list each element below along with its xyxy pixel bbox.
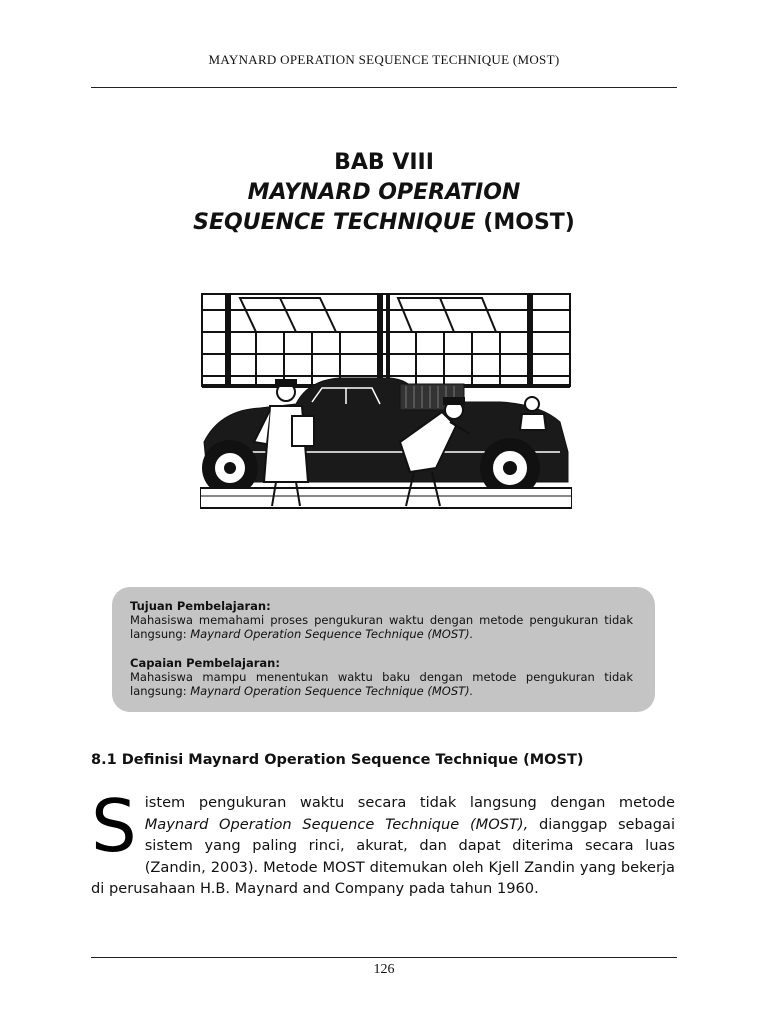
outcome-text-italic: Maynard Operation Sequence Technique (MOST). — [190, 684, 474, 698]
chapter-label: BAB VIII — [334, 150, 434, 175]
section-heading: 8.1 Definisi Maynard Operation Sequence Technique (MOST) — [91, 752, 584, 768]
goal-text — [130, 613, 633, 641]
footer-rule — [91, 957, 677, 958]
learning-objectives-box — [112, 587, 655, 712]
goal-heading: Tujuan Pembelajaran: — [130, 599, 271, 613]
chapter-title-suffix: (MOST) — [475, 210, 575, 235]
goal-text-plain: Mahasiswa memahami proses pengukuran waktu dengan metode pengukuran tidak langsung: — [130, 613, 633, 641]
body-text-part2: dianggap sebagai sistem yang paling rinci, akurat, dan dapat diterima secara luas (Zandin, 2003). Metode MOST ditemukan oleh Kjell Zandin yang bekerja di perusahaan H.B. Maynard and Company pada tahun 1960. — [91, 815, 675, 897]
chapter-title-italic: SEQUENCE TECHNIQUE — [193, 210, 476, 235]
chapter-title — [0, 148, 768, 238]
outcome-heading: Capaian Pembelajaran: — [130, 656, 280, 670]
header-rule — [91, 87, 677, 88]
goal-text-italic: Maynard Operation Sequence Technique (MOST). — [190, 627, 474, 641]
vintage-car-factory-illustration — [200, 292, 572, 510]
outcome-text — [130, 670, 633, 698]
body-text-part1: istem pengukuran waktu secara tidak langsung dengan metode — [144, 794, 675, 811]
section-body — [91, 784, 675, 900]
chapter-title-line2 — [0, 208, 768, 238]
outcome-text-plain: Mahasiswa mampu menentukan waktu baku dengan metode pengukuran tidak langsung: — [130, 670, 633, 698]
drop-cap: S — [91, 784, 137, 868]
body-text-italic: Maynard Operation Sequence Technique (MOST), — [144, 815, 529, 833]
chapter-title-line1: MAYNARD OPERATION — [247, 180, 521, 205]
running-header: MAYNARD OPERATION SEQUENCE TECHNIQUE (MOST) — [208, 52, 560, 67]
page-number: 126 — [373, 962, 395, 977]
